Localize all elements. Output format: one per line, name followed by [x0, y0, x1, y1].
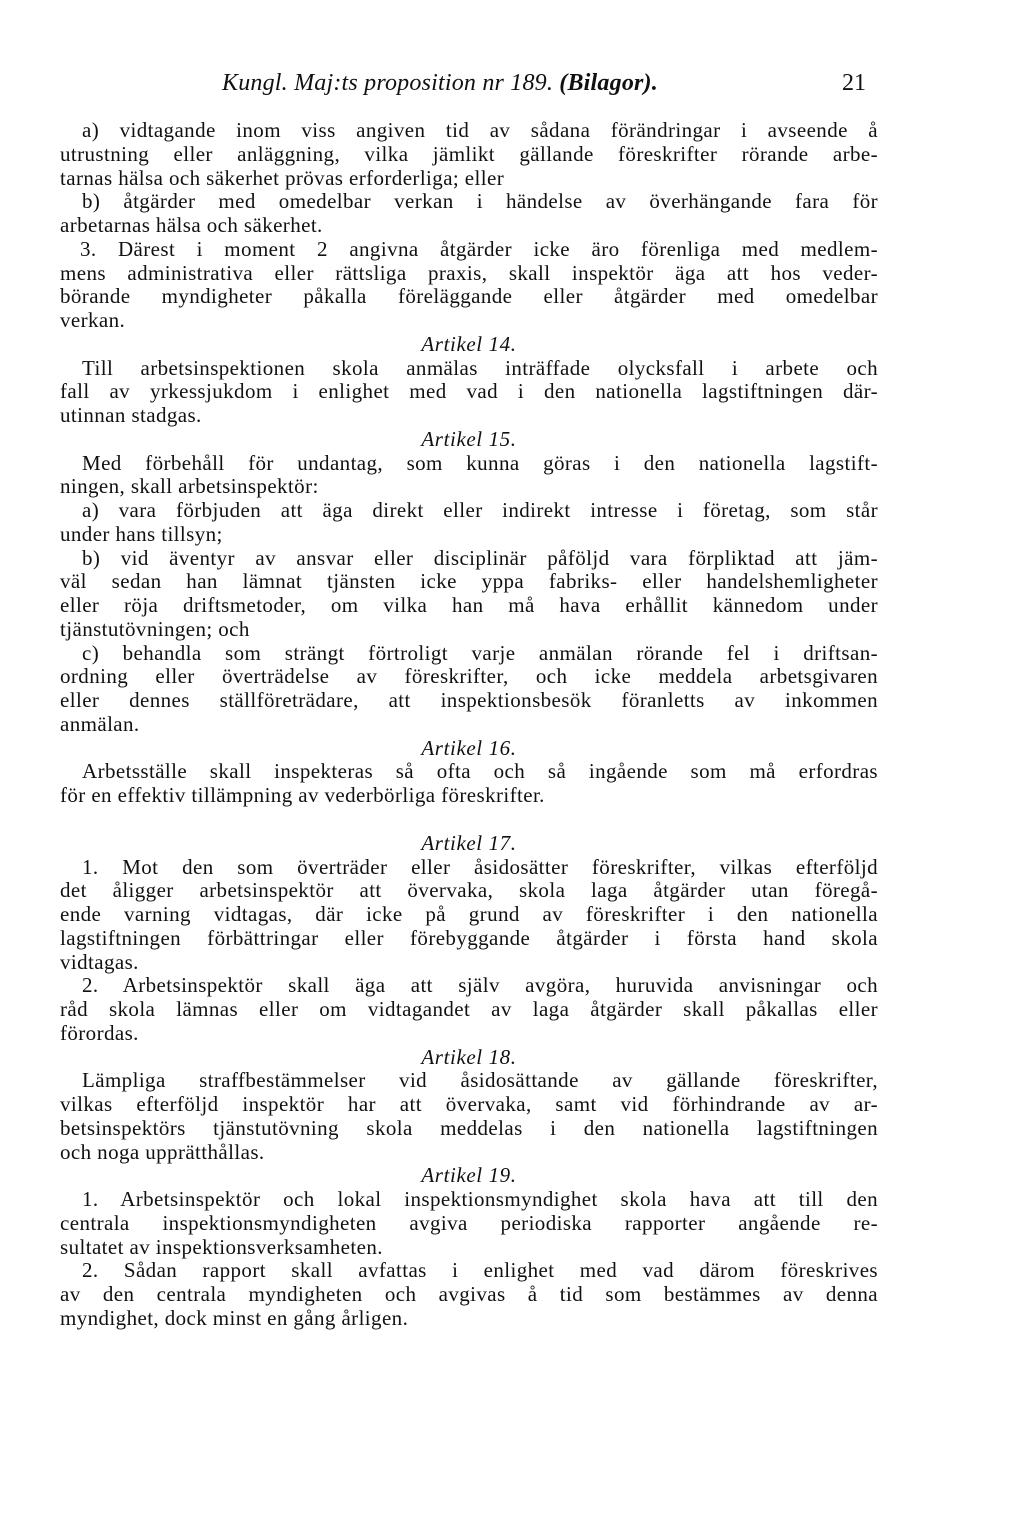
paragraph-line: råd skola lämnas eller om vidtagandet av laga åtgärder skall påkallas eller: [60, 997, 878, 1021]
page-number: 21: [842, 70, 866, 96]
paragraph-line: b) åtgärder med omedelbar verkan i händelse av överhängande fara för: [82, 189, 878, 214]
paragraph-line: verkan.: [60, 308, 126, 332]
running-head-bilagor: (Bilagor).: [559, 70, 658, 96]
paragraph-line: tjänstutövningen; och: [60, 616, 250, 641]
article-heading: Artikel 16.: [421, 735, 517, 760]
paragraph-line: fall av yrkessjukdom i enlighet med vad i den nationella lagstiftningen där-: [60, 379, 878, 404]
paragraph-line: utinnan stadgas.: [60, 403, 202, 427]
paragraph-line: det åligger arbetsinspektör att övervaka, skola laga åtgärder utan föregå-: [60, 878, 878, 903]
paragraph-line: centrala inspektionsmyndigheten avgiva periodiska rapporter angående re-: [60, 1210, 878, 1235]
paragraph-line: under hans tillsyn;: [60, 521, 223, 546]
paragraph-line: för en effektiv tillämpning av vederbörliga föreskrifter.: [60, 783, 545, 807]
paragraph-line: betsinspektörs tjänstutövning skola meddelas i den nationella lagstiftningen: [60, 1115, 878, 1140]
body-text: [60, 119, 878, 1331]
paragraph-line: Lämpliga straffbestämmelser vid åsidosättande av gällande föreskrifter,: [82, 1068, 878, 1093]
paragraph-line: av den centrala myndigheten och avgivas å tid som bestämmes av denna: [60, 1282, 878, 1306]
paragraph-line: Med förbehåll för undantag, som kunna göras i den nationella lagstift-: [82, 450, 878, 475]
paragraph-line: Arbetsställe skall inspekteras så ofta och så ingående som må erfordras: [82, 759, 878, 784]
paragraph-line: ordning eller överträdelse av föreskrifter, och icke meddela arbetsgivaren: [60, 664, 878, 689]
paragraph-line: eller röja driftsmetoder, om vilka han må hava erhållit kännedom under: [60, 593, 878, 617]
paragraph-line: a) vidtagande inom viss angiven tid av sådana förändringar i avseende å: [82, 118, 878, 142]
article-heading: Artikel 17.: [421, 830, 517, 855]
running-head-title: Kungl. Maj:ts proposition nr 189.: [222, 70, 554, 96]
paragraph-line: vilkas efterföljd inspektör har att övervaka, samt vid förhindrande av ar-: [60, 1092, 878, 1116]
paragraph-line: lagstiftningen förbättringar eller förebyggande åtgärder i första hand skola: [60, 925, 878, 950]
paragraph-line: tarnas hälsa och säkerhet prövas erforderliga; eller: [60, 165, 505, 190]
article-heading: Artikel 19.: [421, 1163, 517, 1188]
paragraph-line: arbetarnas hälsa och säkerhet.: [60, 213, 323, 237]
running-head: [222, 70, 658, 97]
paragraph-line: myndighet, dock minst en gång årligen.: [60, 1305, 409, 1330]
paragraph-line: vidtagas.: [60, 949, 139, 974]
spacer: [60, 808, 878, 832]
article-heading: Artikel 14.: [421, 331, 517, 356]
paragraph-line: förordas.: [60, 1020, 139, 1045]
paragraph-line: 3. Därest i moment 2 angivna åtgärder icke äro förenliga med medlem-: [80, 236, 878, 261]
paragraph-line: väl sedan han lämnat tjänsten icke yppa fabriks- eller handelshemligheter: [60, 569, 878, 594]
paragraph-line: Till arbetsinspektionen skola anmälas inträffade olycksfall i arbete och: [82, 355, 878, 380]
paragraph-line: ende varning vidtagas, där icke på grund av föreskrifter i den nationella: [60, 902, 878, 926]
paragraph-line: sultatet av inspektionsverksamheten.: [60, 1234, 383, 1259]
article-heading: Artikel 15.: [421, 426, 517, 451]
paragraph-line: 1. Mot den som överträder eller åsidosätter föreskrifter, vilkas efterföljd: [82, 854, 878, 879]
paragraph-line: anmälan.: [60, 711, 140, 736]
paragraph-line: eller dennes ställföreträdare, att inspektionsbesök föranletts av inkommen: [60, 688, 878, 712]
paragraph-line: a) vara förbjuden att äga direkt eller indirekt intresse i företag, som står: [82, 498, 878, 522]
paragraph-line: b) vid äventyr av ansvar eller disciplinär påföljd vara förpliktad att jäm-: [82, 545, 878, 570]
paragraph-line: 1. Arbetsinspektör och lokal inspektionsmyndighet skola hava att till den: [82, 1187, 878, 1211]
paragraph-line: börande myndigheter påkalla föreläggande eller åtgärder med omedelbar: [60, 284, 878, 309]
paragraph-line: utrustning eller anläggning, vilka jämlikt gällande föreskrifter rörande arbe-: [60, 141, 878, 166]
paragraph-line: 2. Sådan rapport skall avfattas i enlighet med vad därom föreskrives: [82, 1258, 878, 1283]
article-heading: Artikel 18.: [421, 1044, 517, 1069]
paragraph-line: mens administrativa eller rättsliga praxis, skall inspektör äga att hos veder-: [60, 260, 878, 285]
paragraph-line: c) behandla som strängt förtroligt varje anmälan rörande fel i driftsan-: [82, 640, 878, 665]
paragraph-line: 2. Arbetsinspektör skall äga att själv avgöra, huruvida anvisningar och: [82, 973, 878, 998]
paragraph-line: ningen, skall arbetsinspektör:: [60, 474, 319, 499]
paragraph-line: och noga upprätthållas.: [60, 1139, 265, 1164]
